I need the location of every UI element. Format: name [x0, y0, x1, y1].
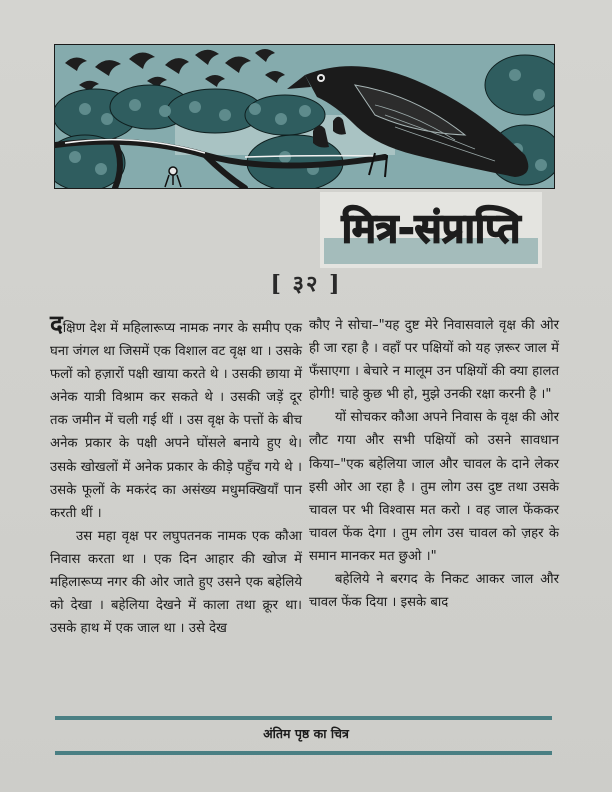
story-title — [320, 192, 542, 268]
caption-rule-top — [55, 716, 552, 720]
paragraph-1-text: क्षिण देश में महिलारूप्य नामक नगर के समीप एक घना जंगल था जिसमें एक विशाल वट वृक्ष था । उसके फलों को हज़ारों पक्षी खाया करते थे । उसकी छाया में अनेक यात्री विश्राम कर सकते थे । उसकी जड़ें दूर तक जमीन में चली गई थीं । उस वृक्ष के पत्तों के बीच अनेक प्रकार के पक्षी अपने घोंसले बनाये हुए थे। उसके खोखलों में अनेक प्रकार के कीड़े पहुँच गये थे । उसके फूलों के मकरंद का असंख्य मधुमक्खियाँ पान करती थीं । — [50, 321, 302, 521]
paragraph-4: यों सोचकर कौआ अपने निवास के वृक्ष की ओर लौट गया और सभी पक्षियों को उसने सावधान किया–"एक बहेलिया जाल और चावल के दाने लेकर इसी ओर आ रहा है । तुम लोग उस दुष्ट तथा उसके चावल पर भी विश्वास मत करो । वह जाल फेंककर चावल फेंक देगा । तुम लोग उस चावल को ज़हर के समान मानकर मत छुओ ।" — [309, 410, 559, 564]
crow-tree-image — [55, 45, 554, 188]
paragraph-5: बहेलिये ने बरगद के निकट आकर जाल और चावल फेंक दिया । इसके बाद — [309, 572, 559, 611]
drop-cap: द — [50, 309, 63, 338]
crow-on-tree-illustration — [54, 44, 555, 189]
title-text: मित्र-संप्राप्ति — [341, 206, 521, 252]
paragraph-3: कौए ने सोचा–"यह दुष्ट मेरे निवासवाले वृक्ष की ओर ही जा रहा है । वहाँ पर पक्षियों को यह ज़रूर जाल में फँसाएगा । बेचारे न मालूम उन पक्षियों की क्या हालत होगी! चाहे कुछ भी हो, मुझे उनकी रक्षा करनी है ।" — [309, 318, 559, 403]
caption-rule-bottom — [55, 751, 552, 755]
back-page-caption: अंतिम पृष्ठ का चित्र — [263, 726, 349, 741]
right-column — [309, 314, 559, 614]
title-lettering — [320, 192, 542, 268]
paragraph-1 — [50, 309, 302, 525]
paragraph-2: उस महा वृक्ष पर लघुपतनक नामक एक कौआ निवास करता था । एक दिन आहार की खोज में महिलारूप्य नगर की ओर जाते हुए उसने एक बहेलिये को देखा । बहेलिया देखने में काला तथा क्रूर था। उसके हाथ में एक जाल था । उसे देख — [50, 528, 302, 637]
left-column — [50, 309, 302, 640]
chapter-number: [ ३२ ] — [270, 271, 342, 297]
